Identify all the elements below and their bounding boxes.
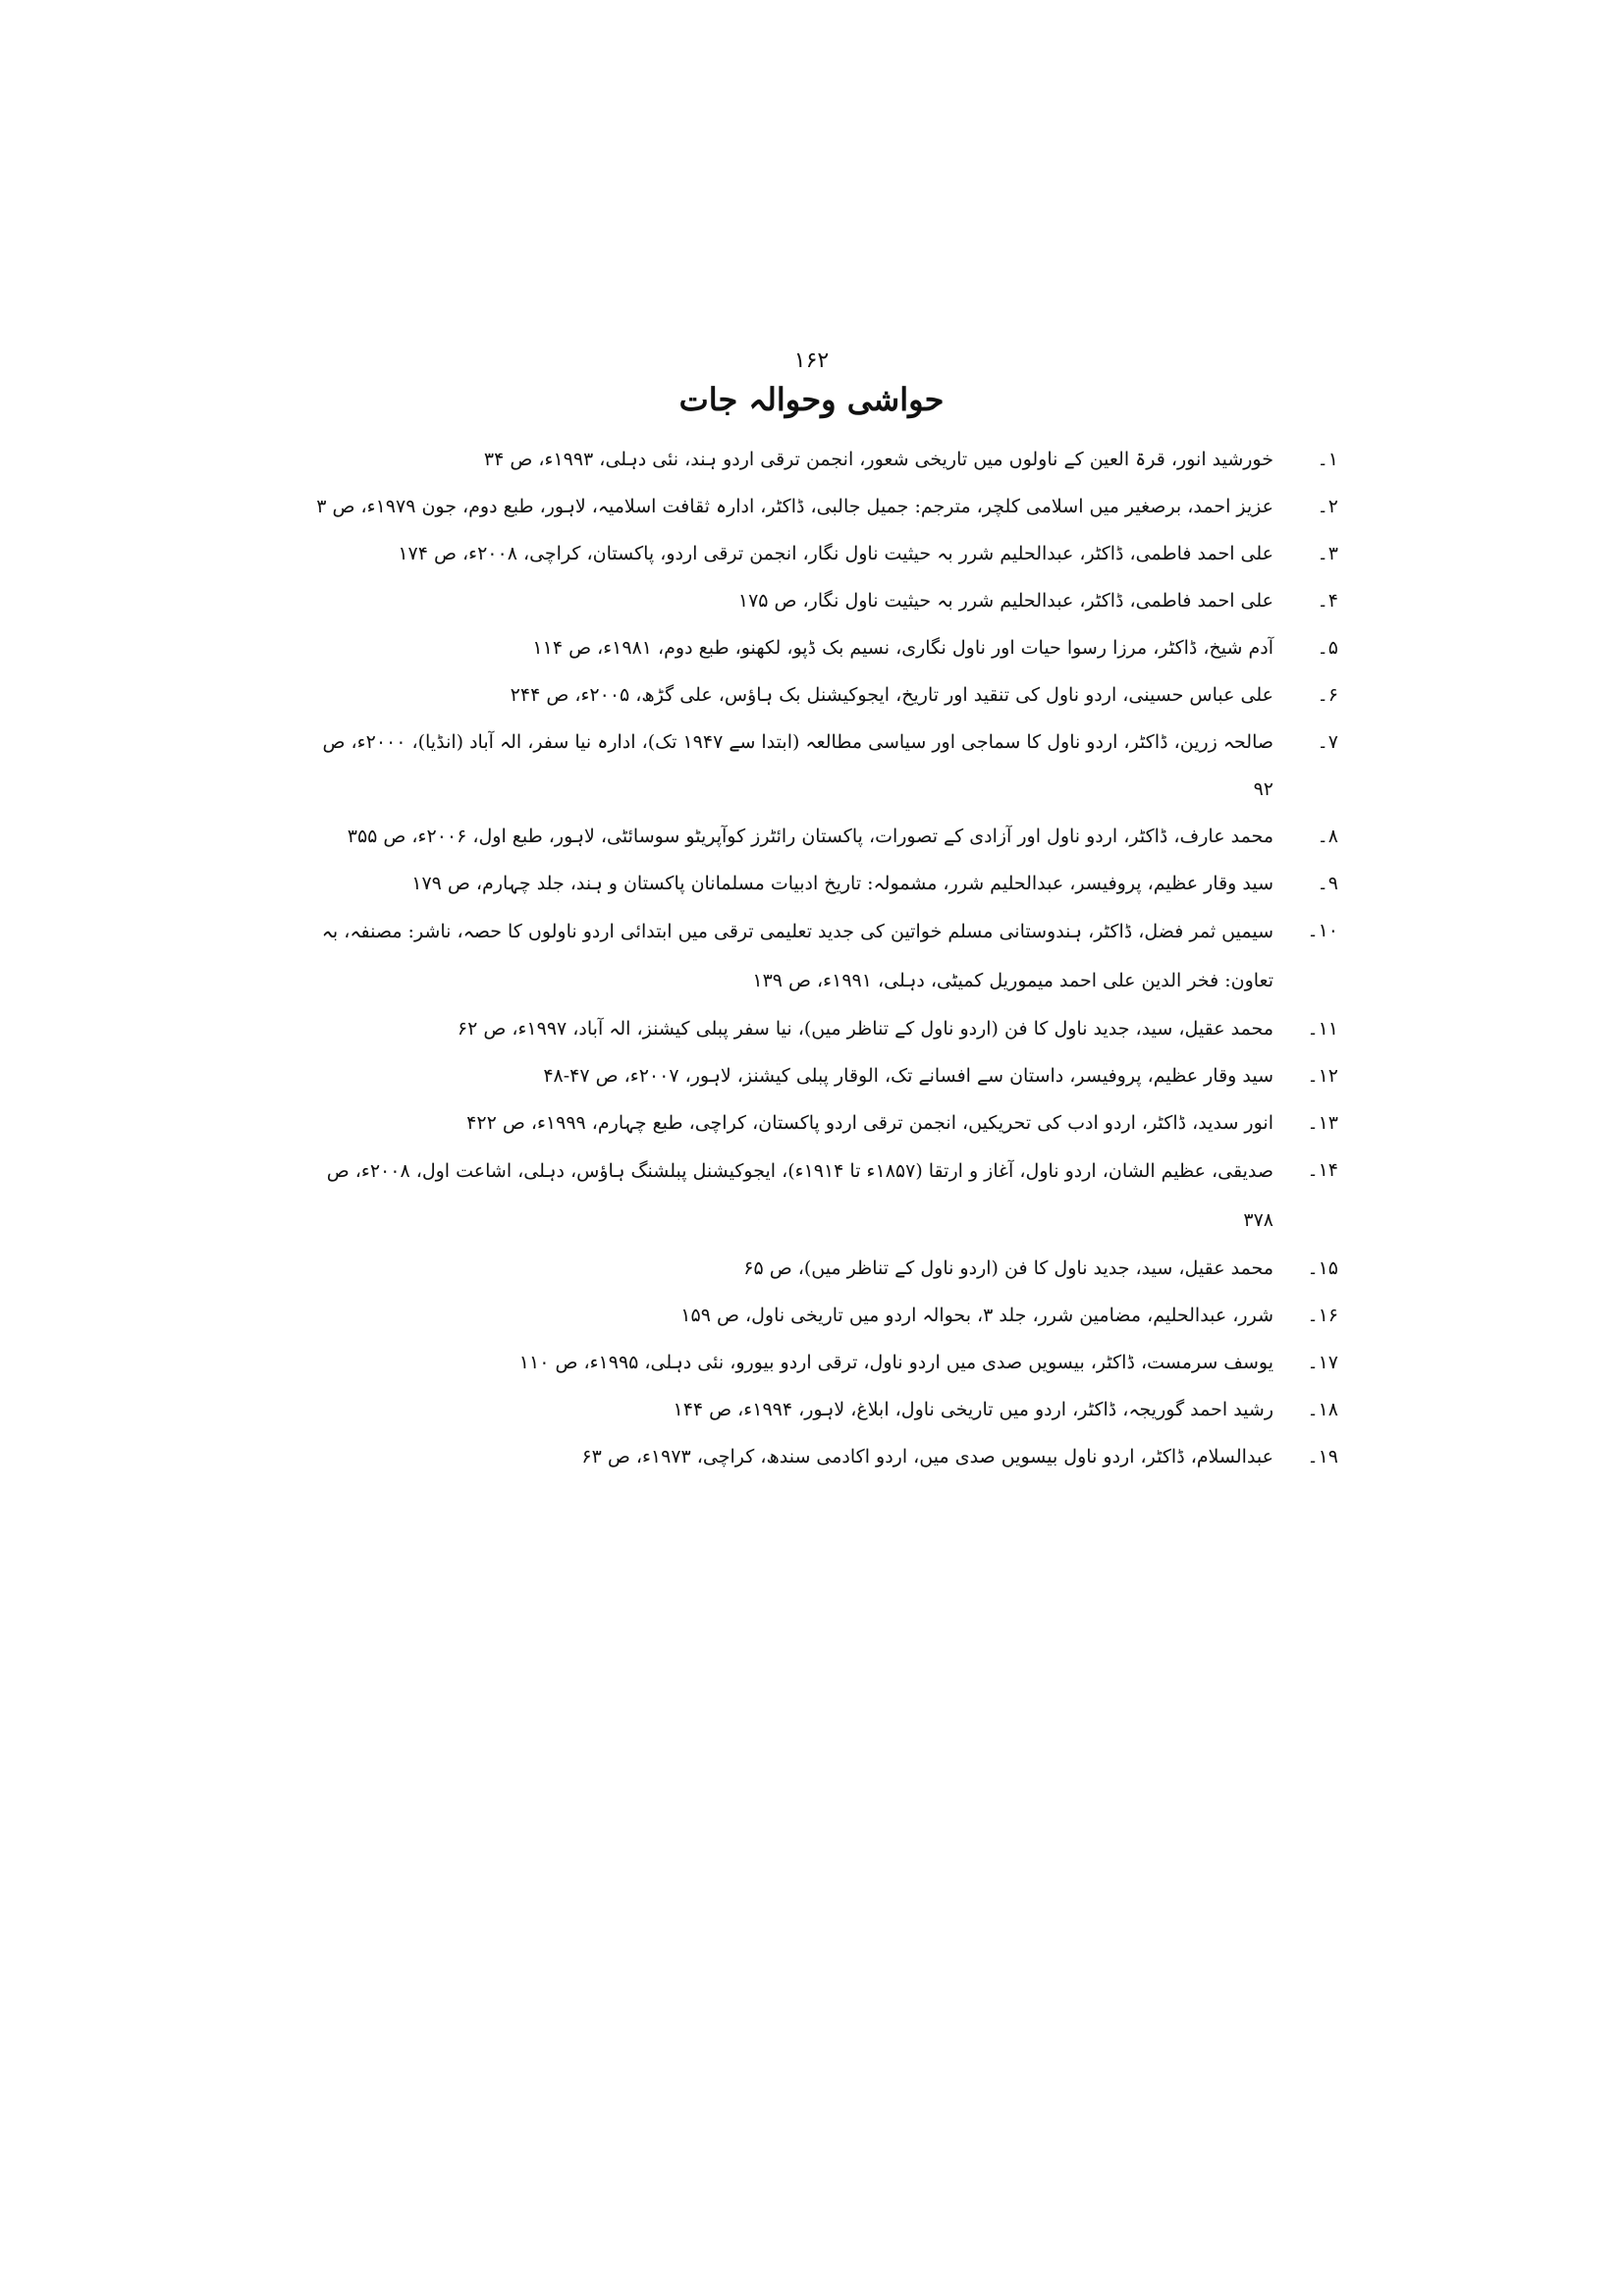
footnote-number: ۷۔ [1317, 731, 1338, 753]
footnote-number: ۱۹۔ [1307, 1446, 1338, 1468]
footnote-number: ۱۴۔ [1307, 1159, 1338, 1181]
footnote-text: رشید احمد گوریجہ، ڈاکٹر، اردو میں تاریخی ناول، ابلاغ، لاہور، ۱۹۹۴ء، ص ۱۴۴ [673, 1399, 1273, 1420]
footnote [307, 530, 1338, 577]
footnote-number: ۱۲۔ [1307, 1065, 1338, 1087]
footnote [307, 624, 1338, 671]
footnote-number: ۱۵۔ [1307, 1257, 1338, 1279]
footnote-number: ۱۱۔ [1307, 1018, 1338, 1040]
footnote [307, 1099, 1338, 1147]
footnote [307, 671, 1338, 719]
footnote-number: ۶۔ [1317, 684, 1338, 706]
footnote [307, 1005, 1338, 1052]
footnote [307, 1052, 1338, 1099]
footnote-text: علی احمد فاطمی، ڈاکٹر، عبدالحلیم شرر بہ حیثیت ناول نگار، ص ۱۷۵ [737, 590, 1273, 612]
footnote-text: عبدالسلام، ڈاکٹر، اردو ناول بیسویں صدی میں، اردو اکادمی سندھ، کراچی، ۱۹۷۳ء، ص ۶۳ [581, 1446, 1273, 1468]
footnote-text: صدیقی، عظیم الشان، اردو ناول، آغاز و ارتقا (۱۸۵۷ء تا ۱۹۱۴ء)، ایجوکیشنل پبلشنگ ہاؤس، دہلی، اشاعت اول، ۲۰۰۸ء، ص ۳۷۸ [326, 1160, 1273, 1231]
page-number: ۱۶۲ [793, 348, 830, 373]
footnote-number: ۲۔ [1317, 496, 1338, 517]
footnote-text: سید وقار عظیم، پروفیسر، عبدالحلیم شرر، مشمولہ: تاریخ ادبیات مسلمانان پاکستان و ہند، جلد چہارم، ص ۱۷۹ [411, 873, 1273, 894]
footnote-text: علی عباس حسینی، اردو ناول کی تنقید اور تاریخ، ایجوکیشنل بک ہاؤس، علی گڑھ، ۲۰۰۵ء، ص ۲۴۴ [510, 684, 1273, 706]
footnote [307, 483, 1338, 530]
footnote [307, 577, 1338, 624]
footnote-text: شرر، عبدالحلیم، مضامین شرر، جلد ۳، بحوالہ اردو میں تاریخی ناول، ص ۱۵۹ [680, 1305, 1273, 1326]
footnote-text: سید وقار عظیم، پروفیسر، داستان سے افسانے تک، الوقار پبلی کیشنز، لاہور، ۲۰۰۷ء، ص ۴۷-۴۸ [543, 1065, 1273, 1087]
footnote [307, 1339, 1338, 1386]
footnote-text: محمد عقیل، سید، جدید ناول کا فن (اردو ناول کے تناظر میں)، ص ۶۵ [743, 1257, 1273, 1279]
footnote [307, 1245, 1338, 1292]
footnote-number: ۵۔ [1317, 637, 1338, 659]
footnote-number: ۱۰۔ [1307, 920, 1338, 941]
footnote-number: ۱۸۔ [1307, 1399, 1338, 1420]
page-title: حواشی وحوالہ جات [678, 381, 945, 418]
footnote-number: ۱۷۔ [1307, 1352, 1338, 1373]
footnote-number: ۳۔ [1317, 543, 1338, 564]
footnote [307, 907, 1338, 1005]
footnote [307, 813, 1338, 860]
footnote [307, 1292, 1338, 1339]
footnote [307, 1433, 1338, 1480]
footnote-text: آدم شیخ، ڈاکٹر، مرزا رسوا حیات اور ناول نگاری، نسیم بک ڈپو، لکھنو، طبع دوم، ۱۹۸۱ء، ص ۱۱۴ [532, 637, 1273, 659]
footnote-text: محمد عقیل، سید، جدید ناول کا فن (اردو ناول کے تناظر میں)، نیا سفر پبلی کیشنز، الہ آباد، ۱۹۹۷ء، ص ۶۲ [457, 1018, 1273, 1040]
footnote-number: ۱۶۔ [1307, 1305, 1338, 1326]
footnote-number: ۴۔ [1317, 590, 1338, 612]
footnote-text: محمد عارف، ڈاکٹر، اردو ناول اور آزادی کے تصورات، پاکستان رائٹرز کوآپریٹو سوسائٹی، لاہور، طبع اول، ۲۰۰۶ء، ص ۳۵۵ [347, 826, 1273, 847]
footnote [307, 719, 1338, 813]
footnote-text: انور سدید، ڈاکٹر، اردو ادب کی تحریکیں، انجمن ترقی اردو پاکستان، کراچی، طبع چہارم، ۱۹۹۹ء، ص ۴۲۲ [466, 1112, 1273, 1134]
footnote-text: علی احمد فاطمی، ڈاکٹر، عبدالحلیم شرر بہ حیثیت ناول نگار، انجمن ترقی اردو، پاکستان، کراچی، ۲۰۰۸ء، ص ۱۷۴ [398, 543, 1273, 564]
footnote-text: سیمیں ثمر فضل، ڈاکٹر، ہندوستانی مسلم خواتین کی جدید تعلیمی ترقی میں ابتدائی اردو ناولوں کا حصہ، ناشر: مصنفہ، بہ تعاون: فخر الدین علی احمد میموریل کمیٹی، دہلی، ۱۹۹۱ء، ص ۱۳۹ [321, 921, 1273, 991]
footnote-text: عزیز احمد، برصغیر میں اسلامی کلچر، مترجم: جمیل جالبی، ڈاکٹر، ادارہ ثقافت اسلامیہ، لاہور، طبع دوم، جون ۱۹۷۹ء، ص ۳ [316, 496, 1273, 517]
footnote [307, 1386, 1338, 1433]
footnote-text: یوسف سرمست، ڈاکٹر، بیسویں صدی میں اردو ناول، ترقی اردو بیورو، نئی دہلی، ۱۹۹۵ء، ص ۱۱۰ [518, 1352, 1273, 1373]
footnotes-list [307, 436, 1338, 1480]
footnote [307, 436, 1338, 483]
footnote-number: ۹۔ [1317, 873, 1338, 894]
footnote-number: ۱۳۔ [1307, 1112, 1338, 1134]
footnote [307, 1147, 1338, 1245]
footnote-text: صالحہ زرین، ڈاکٹر، اردو ناول کا سماجی اور سیاسی مطالعہ (ابتدا سے ۱۹۴۷ تک)، ادارہ نیا سفر، الہ آباد (انڈیا)، ۲۰۰۰ء، ص ۹۲ [322, 731, 1273, 800]
footnote-number: ۱۔ [1317, 449, 1338, 470]
footnote [307, 860, 1338, 907]
footnote-number: ۸۔ [1317, 826, 1338, 847]
footnote-text: خورشید انور، قرۃ العین کے ناولوں میں تاریخی شعور، انجمن ترقی اردو ہند، نئی دہلی، ۱۹۹۳ء، ص ۳۴ [483, 449, 1273, 470]
